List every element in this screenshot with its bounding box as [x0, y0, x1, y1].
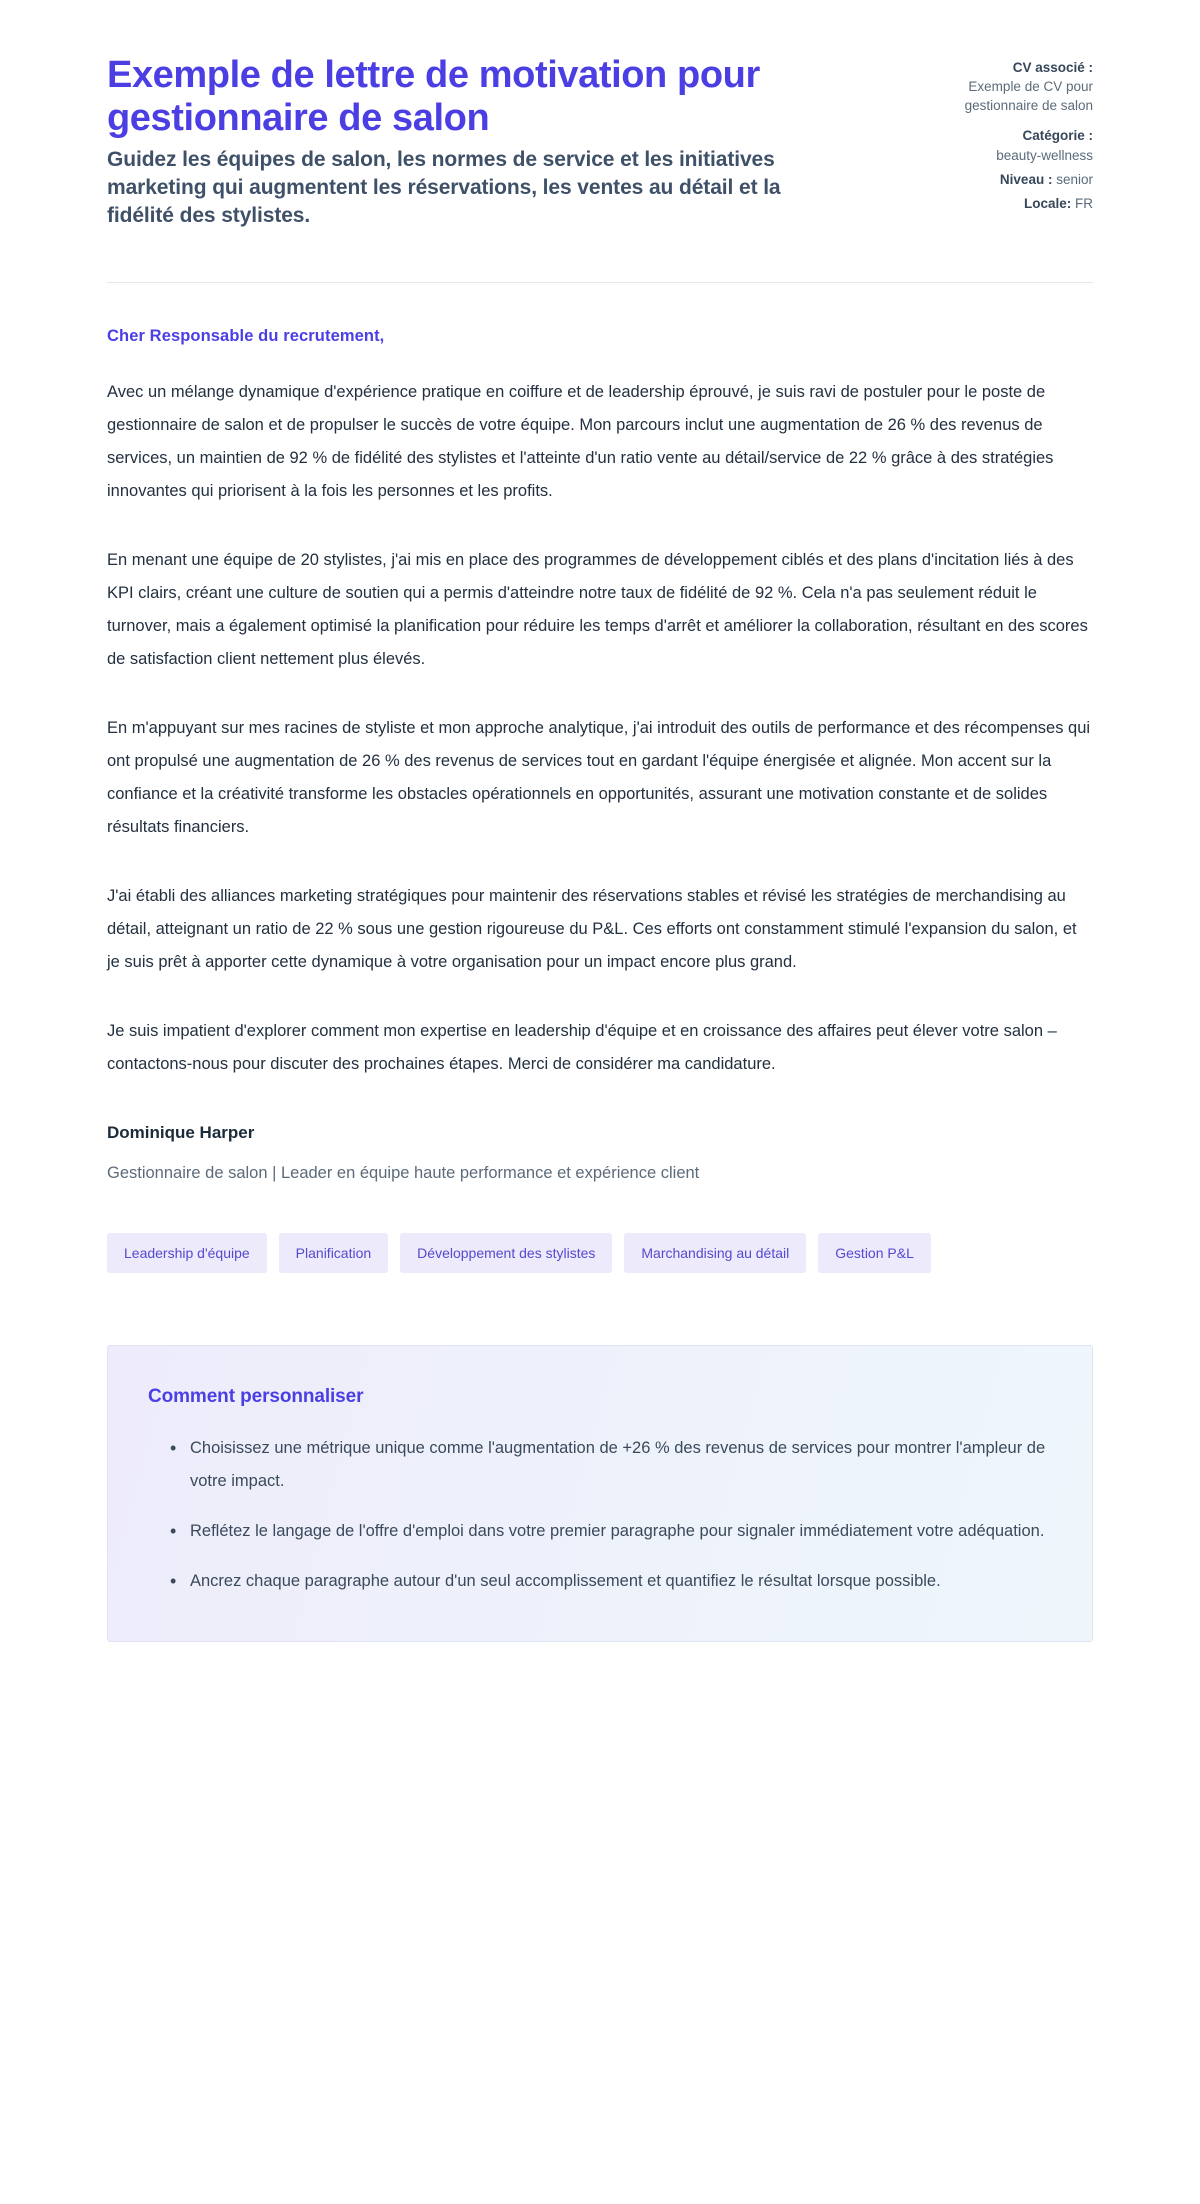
- customization-callout: [107, 1345, 1093, 1642]
- callout-tip-item: • Choisissez une métrique unique comme l'augmentation de +26 % des revenus de services pour montrer l'ampleur de votre impact.: [170, 1432, 1050, 1496]
- meta-locale: [921, 194, 1093, 213]
- callout-title: Comment personnaliser: [148, 1386, 364, 1408]
- callout-tip-item: • Ancrez chaque paragraphe autour d'un seul accomplissement et quantifiez le résultat lorsque possible.: [170, 1565, 1050, 1597]
- skill-tag-list: [107, 1233, 1007, 1273]
- skill-tag[interactable]: Développement des stylistes: [400, 1233, 612, 1273]
- meta-associated-cv-value: Exemple de CV pour gestionnaire de salon: [964, 79, 1093, 114]
- meta-level: [921, 170, 1093, 189]
- meta-level-label: Niveau :: [999, 171, 1053, 187]
- document-metadata: [921, 54, 1093, 213]
- skill-tag[interactable]: Gestion P&L: [818, 1233, 931, 1273]
- meta-category: [921, 126, 1093, 164]
- signature-name: Dominique Harper: [107, 1122, 255, 1142]
- letter-paragraph: J'ai établi des alliances marketing stratégiques pour maintenir des réservations stables et révisé les stratégies de merchandising au détail, atteignant un ratio de 22 % sous une gestion rigoureuse du P&L. Ces efforts ont constamment stimulé l'expansion du salon, et je suis prêt à apporter cette dynamique à votre organisation pour un impact encore plus grand.: [107, 886, 1077, 971]
- callout-tip-list: [148, 1432, 1052, 1597]
- meta-locale-label: Locale:: [1023, 195, 1072, 211]
- letter-body: [107, 283, 1093, 1081]
- meta-category-value: beauty-wellness: [996, 147, 1093, 163]
- skill-tag[interactable]: Planification: [279, 1233, 389, 1273]
- letter-paragraph: En menant une équipe de 20 stylistes, j'ai mis en place des programmes de développement ciblés et des plans d'incitation liés à des KPI clairs, créant une culture de soutien qui a permis d'atteindre notre taux de fidélité de 92 %. Cela n'a pas seulement réduit le turnover, mais a également optimisé la planification pour réduire les temps d'arrêt et améliorer la collaboration, résultant en des scores de satisfaction client nettement plus élevés.: [107, 550, 1088, 668]
- callout-tip-item: • Reflétez le langage de l'offre d'emploi dans votre premier paragraphe pour signaler immédiatement votre adéquation.: [170, 1515, 1050, 1547]
- skill-tag[interactable]: Leadership d'équipe: [107, 1233, 267, 1273]
- letter-paragraph: En m'appuyant sur mes racines de styliste et mon approche analytique, j'ai introduit des outils de performance et des récompenses qui ont propulsé une augmentation de 26 % des revenus de services tout en gardant l'équipe énergisée et alignée. Mon accent sur la confiance et la créativité transforme les obstacles opérationnels en opportunités, assurant une motivation constante et de solides résultats financiers.: [107, 718, 1091, 836]
- meta-category-label: Catégorie :: [1022, 128, 1093, 144]
- header-text-group: [107, 54, 847, 230]
- page-subtitle: Guidez les équipes de salon, les normes de service et les initiatives marketing qui augmentent les réservations, les ventes au détail et la fidélité des stylistes.: [107, 147, 781, 227]
- skill-tag[interactable]: Marchandising au détail: [624, 1233, 806, 1273]
- meta-level-value: senior: [1056, 171, 1093, 187]
- letter-salutation: Cher Responsable du recrutement,: [107, 326, 385, 345]
- page-title: Exemple de lettre de motivation pour gestionnaire de salon: [107, 54, 760, 139]
- meta-associated-cv: [921, 58, 1093, 115]
- meta-locale-value: FR: [1075, 195, 1093, 211]
- meta-associated-cv-label: CV associé :: [1012, 60, 1093, 75]
- signature-headline: Gestionnaire de salon | Leader en équipe haute performance et expérience client: [107, 1163, 700, 1182]
- letter-paragraph: Je suis impatient d'explorer comment mon expertise en leadership d'équipe et en croissance des affaires peut élever votre salon – contactons-nous pour discuter des prochaines étapes. Merci de considérer ma candidature.: [107, 1021, 1057, 1073]
- document-header: [107, 44, 1093, 230]
- letter-paragraph: Avec un mélange dynamique d'expérience pratique en coiffure et de leadership éprouvé, je suis ravi de postuler pour le poste de gestionnaire de salon et de propulser le succès de votre équipe. Mon parcours inclut une augmentation de 26 % des revenus de services, un maintien de 92 % de fidélité des stylistes et l'atteinte d'un ratio vente au détail/service de 22 % grâce à des stratégies innovantes qui priorisent à la fois les personnes et les profits.: [107, 382, 1054, 500]
- signature-block: [107, 1081, 1093, 1186]
